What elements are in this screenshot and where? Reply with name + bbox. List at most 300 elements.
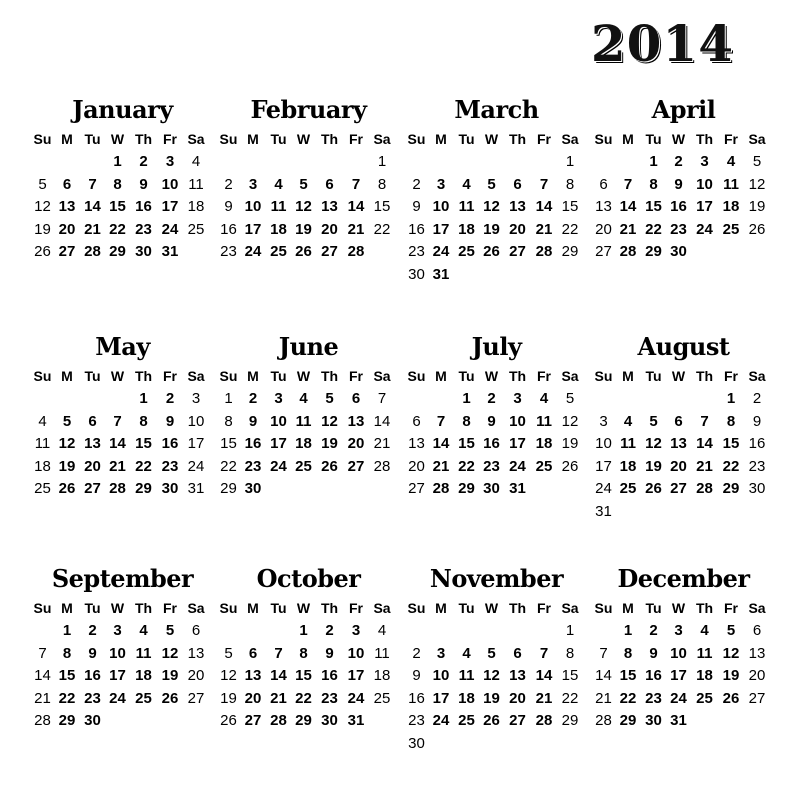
day-cell: 8 [62,644,72,662]
day-cell: 28 [373,457,391,475]
weekday-label: Th [134,131,153,147]
weekday-label: Fr [349,600,363,616]
day-cell: 10 [670,644,687,662]
empty-day-cell [690,501,719,524]
week-row [404,688,589,711]
weekday-label: Su [407,131,426,147]
day-cell: 13 [670,435,687,453]
day-cell: 20 [347,435,365,453]
day-cell: 11 [374,644,390,662]
day-cell: 19 [34,220,51,238]
day-cell: 17 [595,457,612,475]
day-cell: 1 [113,153,122,170]
day-cell: 13 [187,644,205,662]
day-cell: 10 [432,198,450,216]
day-cell: 6 [513,175,522,193]
day-cell: 2 [88,622,97,639]
day-cell: 3 [165,153,175,170]
day-cell: 4 [700,622,709,639]
empty-day-cell [344,478,368,501]
weekday-label: Sa [187,368,205,384]
day-cell: 19 [645,457,662,475]
day-cell: 8 [565,175,575,193]
week-row [404,174,589,197]
weekday-label: Sa [748,368,766,384]
week-row [591,196,776,219]
week-row [216,411,401,434]
weekday-header [30,128,215,151]
day-cell: 29 [561,712,579,730]
weekday-label: W [484,600,499,616]
empty-day-cell [690,388,719,411]
day-cell: 1 [462,390,471,407]
empty-day-cell [344,151,368,174]
day-cell: 4 [726,153,736,170]
day-cell: 16 [321,667,338,685]
month-may [30,329,215,501]
empty-day-cell [591,151,616,174]
day-cell: 3 [351,622,361,639]
week-row [30,688,215,711]
weekday-label: Fr [537,131,551,147]
weekday-label: M [435,131,447,147]
weekday-label: Su [407,368,426,384]
day-cell: 19 [161,667,179,685]
day-cell: 24 [347,689,365,707]
day-cell: 6 [325,175,334,193]
day-cell: 24 [187,457,205,475]
day-cell: 13 [321,198,338,216]
day-cell: 30 [135,243,152,261]
day-cell: 28 [34,712,51,730]
day-cell: 9 [248,412,258,430]
day-cell: 9 [325,644,334,662]
weekday-label: W [296,600,311,616]
day-cell: 18 [619,457,637,475]
day-cell: 23 [161,457,179,475]
weekday-label: Th [508,600,527,616]
day-cell: 30 [670,243,687,261]
day-cell: 11 [458,198,475,216]
month-title: April [651,95,716,124]
week-row [404,643,589,666]
week-row [591,501,776,524]
day-cell: 8 [299,644,308,662]
day-cell: 13 [595,198,612,216]
day-cell: 6 [191,622,201,639]
day-cell: 25 [696,689,713,707]
week-row [216,710,401,733]
day-cell: 15 [109,198,126,216]
week-row [216,665,401,688]
month-january [30,92,215,264]
day-cell: 13 [84,435,101,453]
day-cell: 24 [244,243,262,261]
day-cell: 9 [649,644,658,662]
day-cell: 27 [670,480,687,498]
empty-day-cell [241,620,265,643]
day-cell: 26 [483,243,500,261]
day-cell: 29 [135,480,152,498]
weekday-header [216,128,401,151]
month-april [591,92,776,264]
day-cell: 24 [509,457,526,475]
day-cell: 15 [135,435,152,453]
week-row [30,620,215,643]
week-row [30,151,215,174]
month-title: July [471,332,522,361]
day-cell: 14 [696,435,713,453]
weekday-label: W [296,368,311,384]
day-cell: 17 [432,220,450,238]
weekday-label: W [484,131,499,147]
month-march [404,92,589,287]
day-cell: 26 [295,243,312,261]
empty-day-cell [480,620,503,643]
weekday-label: W [484,368,499,384]
day-cell: 22 [561,220,579,238]
day-cell: 22 [373,220,391,238]
day-cell: 28 [84,243,101,261]
day-cell: 6 [674,412,683,430]
day-cell: 24 [696,220,713,238]
day-cell: 17 [244,220,262,238]
weekday-label: Sa [561,131,579,147]
day-cell: 25 [619,480,637,498]
week-row [30,411,215,434]
day-cell: 22 [722,457,740,475]
week-row [591,241,776,264]
weekday-label: Su [33,600,52,616]
day-cell: 19 [483,689,500,707]
empty-day-cell [453,620,480,643]
empty-day-cell [265,478,292,501]
weekday-label: M [61,600,73,616]
day-cell: 4 [274,175,283,193]
weekday-label: Sa [373,131,391,147]
day-cell: 12 [58,435,76,453]
day-cell: 29 [619,712,637,730]
empty-day-cell [453,733,480,756]
day-cell: 30 [321,712,338,730]
day-cell: 25 [535,457,553,475]
day-cell: 4 [191,153,201,170]
month-title: October [256,564,361,593]
day-cell: 12 [483,198,500,216]
weekday-label: M [61,368,73,384]
day-cell: 26 [748,220,766,238]
empty-day-cell [503,151,532,174]
day-cell: 1 [565,622,575,639]
weekday-header [591,365,776,388]
day-cell: 2 [224,175,233,193]
day-cell: 10 [109,644,126,662]
day-cell: 26 [722,689,740,707]
empty-day-cell [129,710,158,733]
day-cell: 1 [649,153,658,170]
day-cell: 1 [726,390,736,407]
day-cell: 27 [748,689,766,707]
day-cell: 4 [139,622,148,639]
empty-day-cell [182,241,210,264]
empty-day-cell [719,501,743,524]
day-cell: 2 [487,390,496,407]
weekday-label: Sa [187,131,205,147]
week-row [30,643,215,666]
weekday-label: Tu [645,131,662,147]
week-row [30,478,215,501]
empty-day-cell [616,388,640,411]
day-cell: 18 [373,667,391,685]
day-cell: 3 [191,390,201,407]
day-cell: 17 [109,667,126,685]
week-row [216,456,401,479]
day-cell: 29 [561,243,579,261]
week-row [404,151,589,174]
empty-day-cell [292,151,315,174]
day-cell: 10 [509,412,526,430]
weekday-label: W [671,600,686,616]
day-cell: 10 [347,644,365,662]
day-cell: 17 [187,435,205,453]
day-cell: 28 [270,712,287,730]
day-cell: 6 [62,175,72,193]
week-row [216,620,401,643]
year-title: 2014 [590,14,734,73]
day-cell: 27 [595,243,612,261]
week-row [404,264,589,287]
day-cell: 13 [509,198,526,216]
weekday-label: Th [695,600,714,616]
day-cell: 30 [408,734,425,752]
weekday-label: W [671,131,686,147]
day-cell: 14 [109,435,126,453]
day-cell: 21 [109,457,126,475]
day-cell: 28 [619,243,637,261]
day-cell: 30 [748,480,766,498]
empty-day-cell [667,388,690,411]
day-cell: 21 [34,689,51,707]
empty-day-cell [315,478,344,501]
day-cell: 12 [483,667,500,685]
day-cell: 3 [113,622,122,639]
day-cell: 14 [535,667,553,685]
month-title: May [95,332,150,361]
week-row [404,478,589,501]
day-cell: 18 [696,667,713,685]
week-row [591,411,776,434]
day-cell: 7 [539,175,549,193]
day-cell: 10 [187,412,205,430]
week-row [30,241,215,264]
day-cell: 27 [408,480,425,498]
day-cell: 23 [220,243,237,261]
day-cell: 25 [373,689,391,707]
day-cell: 6 [88,412,97,430]
weekday-header [404,365,589,388]
day-cell: 3 [248,175,258,193]
day-cell: 24 [670,689,687,707]
day-cell: 2 [412,175,421,193]
empty-day-cell [79,151,106,174]
day-cell: 21 [696,457,713,475]
day-cell: 6 [248,644,258,662]
weekday-label: Th [320,600,339,616]
month-august [591,329,776,524]
day-cell: 22 [295,689,312,707]
day-cell: 23 [321,689,338,707]
month-february [216,92,401,264]
empty-day-cell [532,151,556,174]
day-cell: 18 [535,435,553,453]
day-cell: 27 [509,243,526,261]
day-cell: 16 [244,435,262,453]
month-december [591,561,776,733]
day-cell: 31 [161,243,179,261]
day-cell: 22 [220,457,237,475]
day-cell: 11 [135,644,152,662]
weekday-label: Tu [84,131,101,147]
day-cell: 17 [432,689,450,707]
day-cell: 30 [645,712,662,730]
weekday-label: Th [320,368,339,384]
day-cell: 12 [748,175,766,193]
week-row [591,710,776,733]
day-cell: 3 [436,175,446,193]
day-cell: 2 [412,644,421,662]
weekday-label: M [247,368,259,384]
day-cell: 5 [487,175,496,193]
day-cell: 13 [509,667,526,685]
day-cell: 8 [139,412,148,430]
day-cell: 29 [58,712,76,730]
day-cell: 4 [539,390,549,407]
day-cell: 4 [377,622,387,639]
day-cell: 9 [88,644,97,662]
day-cell: 30 [84,712,101,730]
day-cell: 12 [220,667,237,685]
day-cell: 16 [670,198,687,216]
day-cell: 20 [58,220,76,238]
month-july [404,329,589,501]
day-cell: 8 [462,412,471,430]
week-row [404,710,589,733]
weekday-header [591,597,776,620]
week-row [591,688,776,711]
weekday-label: Su [407,600,426,616]
day-cell: 15 [561,667,579,685]
day-cell: 8 [113,175,122,193]
empty-day-cell [30,151,55,174]
day-cell: 1 [139,390,148,407]
day-cell: 16 [161,435,179,453]
day-cell: 7 [700,412,709,430]
day-cell: 3 [599,412,608,430]
day-cell: 26 [321,457,338,475]
day-cell: 24 [161,220,179,238]
weekday-label: Tu [84,600,101,616]
day-cell: 13 [408,435,425,453]
month-october [216,561,401,733]
day-cell: 30 [244,480,262,498]
empty-day-cell [591,388,616,411]
weekday-label: Fr [163,600,177,616]
week-row [216,241,401,264]
week-row [216,174,401,197]
weekday-label: Sa [748,131,766,147]
day-cell: 5 [325,390,334,407]
day-cell: 4 [623,412,633,430]
day-cell: 23 [483,457,500,475]
day-cell: 26 [645,480,662,498]
empty-day-cell [106,388,129,411]
weekday-label: Fr [724,600,738,616]
week-row [404,411,589,434]
day-cell: 26 [561,457,579,475]
weekday-label: Su [33,368,52,384]
weekday-label: M [247,600,259,616]
day-cell: 23 [135,220,152,238]
month-title: January [72,95,173,124]
weekday-label: M [435,600,447,616]
empty-day-cell [556,478,584,501]
day-cell: 27 [244,712,262,730]
empty-day-cell [216,151,241,174]
day-cell: 9 [139,175,148,193]
weekday-label: Tu [458,131,475,147]
day-cell: 20 [595,220,612,238]
empty-day-cell [265,151,292,174]
day-cell: 31 [509,480,526,498]
day-cell: 20 [187,667,205,685]
day-cell: 4 [462,175,471,193]
day-cell: 27 [321,243,338,261]
day-cell: 17 [696,198,713,216]
week-row [216,219,401,242]
day-cell: 4 [462,644,471,662]
empty-day-cell [690,241,719,264]
weekday-label: Tu [458,600,475,616]
day-cell: 15 [458,435,475,453]
day-cell: 13 [347,412,365,430]
day-cell: 28 [432,480,450,498]
day-cell: 15 [722,435,740,453]
day-cell: 25 [270,243,287,261]
empty-day-cell [453,264,480,287]
day-cell: 18 [270,220,287,238]
day-cell: 23 [748,457,766,475]
month-title: February [250,95,367,124]
day-cell: 29 [458,480,475,498]
day-cell: 15 [58,667,76,685]
day-cell: 24 [595,480,612,498]
day-cell: 15 [295,667,312,685]
empty-day-cell [532,733,556,756]
day-cell: 18 [722,198,740,216]
day-cell: 17 [270,435,287,453]
weekday-label: Tu [84,368,101,384]
week-row [404,388,589,411]
empty-day-cell [429,733,453,756]
day-cell: 29 [109,243,126,261]
day-cell: 30 [161,480,179,498]
day-cell: 23 [670,220,687,238]
weekday-label: Su [33,131,52,147]
day-cell: 3 [513,390,522,407]
day-cell: 18 [135,667,152,685]
day-cell: 6 [513,644,522,662]
day-cell: 7 [274,644,283,662]
